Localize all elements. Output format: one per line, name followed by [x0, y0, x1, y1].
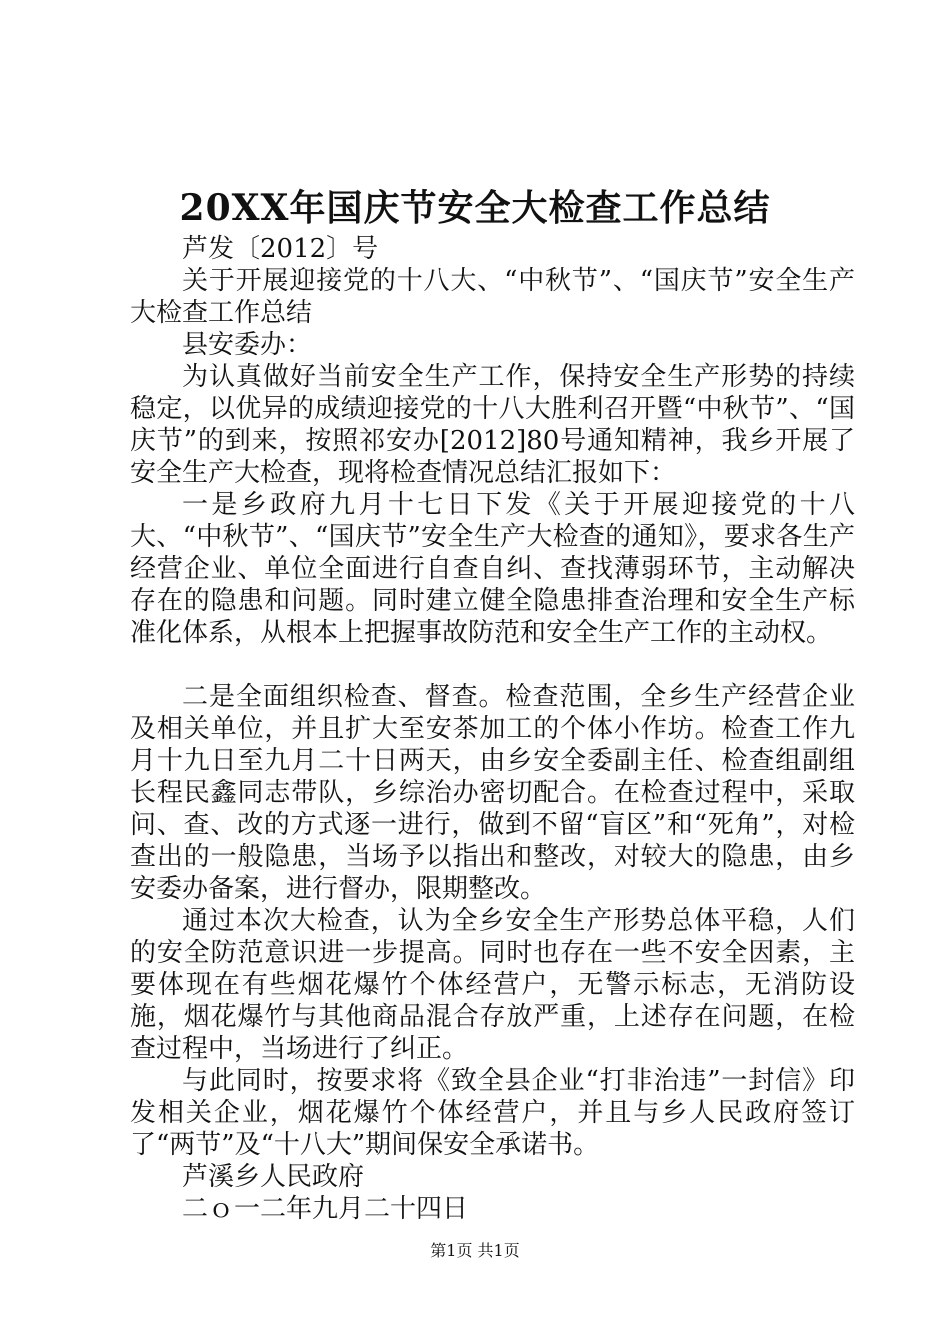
- document-title: 20XX年国庆节安全大检查工作总结: [179, 187, 771, 229]
- paragraph-findings: 通过本次大检查，认为全乡安全生产形势总体平稳，人们的安全防范意识进一步提高。同时也存在一些不安全因素，主要体现在有些烟花爆竹个体经营户，无警示标志，无消防设施，烟花爆竹与其他商品混合存放严重，上述存在问题，在检查过程中，当场进行了纠正。: [130, 906, 855, 1064]
- document-number: 芦发〔2012〕号: [182, 234, 379, 264]
- page-footer: 第1页 共1页: [430, 1241, 520, 1260]
- intro-paragraph: 为认真做好当前安全生产工作，保持安全生产形势的持续稳定，以优异的成绩迎接党的十八大胜利召开暨“中秋节”、“国庆节”的到来，按照祁安办[2012]80号通知精神，我乡开展了安全生产大检查，现将检查情况总结汇报如下：: [130, 362, 855, 488]
- signature-organization: 芦溪乡人民政府: [182, 1162, 365, 1192]
- paragraph-follow-up: 与此同时，按要求将《致全县企业“打非治违”一封信》印发相关企业，烟花爆竹个体经营户，并且与乡人民政府签订了“两节”及“十八大”期间保安全承诺书。: [130, 1066, 855, 1160]
- report-subject: 关于开展迎接党的十八大、“中秋节”、“国庆节”安全生产大检查工作总结: [130, 266, 855, 328]
- recipient: 县安委办：: [182, 330, 313, 360]
- document-body: [130, 233, 855, 1225]
- paragraph-second-measure: 二是全面组织检查、督查。检查范围，全乡生产经营企业及相关单位，并且扩大至安茶加工的个体小作坊。检查工作九月十九日至九月二十日两天，由乡安全委副主任、检查组副组长程民鑫同志带队，乡综治办密切配合。在检查过程中，采取问、查、改的方式逐一进行，做到不留“盲区”和“死角”，对检查出的一般隐患，当场予以指出和整改，对较大的隐患，由乡安委办备案，进行督办，限期整改。: [130, 682, 855, 904]
- signature-date: 二ｏ一二年九月二十四日: [182, 1194, 469, 1224]
- paragraph-first-measure: 一是乡政府九月十七日下发《关于开展迎接党的十八大、“中秋节”、“国庆节”安全生产大检查的通知》，要求各生产经营企业、单位全面进行自查自纠、查找薄弱环节，主动解决存在的隐患和问题。同时建立健全隐患排查治理和安全生产标准化体系，从根本上把握事故防范和安全生产工作的主动权。: [130, 490, 855, 648]
